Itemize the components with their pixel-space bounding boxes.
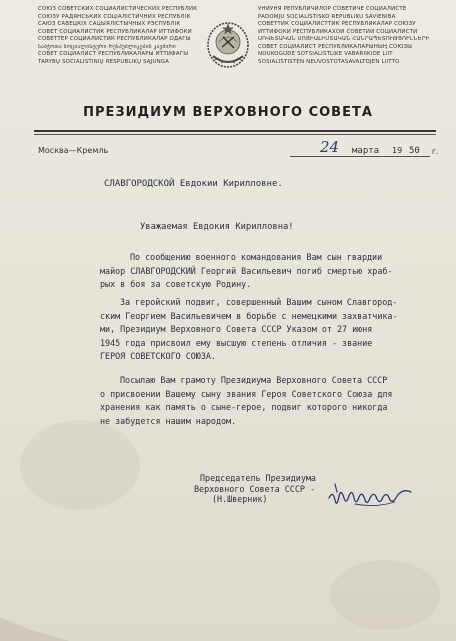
letterhead-line: УНИУНЯ РЕПУБЛИЧИЛОР СОВЕТИЧЕ СОЦИАЛИСТЕ: [258, 6, 407, 12]
paragraph-line: хранения как память о сыне-герое, подвиг которого никогда: [100, 402, 388, 412]
letterhead-title: ПРЕЗИДИУМ ВЕРХОВНОГО СОВЕТА: [83, 105, 373, 120]
paragraph-line: 1945 года присвоил ему высшую степень отличия - звание: [100, 337, 373, 348]
paragraph-certificate: [100, 374, 392, 428]
letterhead-line: ИТТИФОКИ РЕСПУБЛИКАХОИ СОВЕТИИ СОЦИАЛИСТИ: [258, 28, 418, 35]
paragraph-line: о присвоении Вашему сыну звания Героя Советского Союза для: [100, 388, 393, 399]
date-underline: [290, 156, 430, 157]
letterhead-line: СОВЕТ СОЦИАЛИСТ РЕСПУБЛИКАЛАРЫНЫҢ СОЮЗЫ: [258, 43, 413, 50]
letterhead-line: საბჭოთა სოციალისტური რესპუბლიკების კავშირი: [38, 43, 176, 50]
letterhead-line: PADOMJU SOCIĀLISTISKO REPUBLIKU SAVIENĪBA: [258, 13, 396, 20]
letterhead-right-names: [258, 6, 429, 66]
letterhead-left-names: [38, 6, 197, 66]
date-month: марта: [352, 146, 380, 156]
signatory-title: Председатель Президиума: [200, 473, 316, 483]
recipient-name: СЛАВГОРОДСКОЙ Евдокии Кирилловне.: [104, 179, 283, 189]
paragraph-line: За геройский подвиг, совершенный Вашим сыном Славгород-: [120, 297, 398, 307]
signatory-title: Верховного Совета СССР -: [194, 483, 316, 494]
letterhead-line: СОВЕТТЕР СОЦИАЛИСТИК РЕСПУБЛИКАЛАР ОДАГЫ: [38, 36, 191, 42]
paragraph-line: По сообщению военного командования Вам сын гвардии: [130, 252, 383, 262]
letterhead-line: SOSIALISTISTEN NEUVOSTOTASAVALTOJEN LIITTO: [258, 58, 400, 65]
signature-block: [194, 473, 316, 505]
letterhead-line: ՍՈՎԵՏԱԿԱՆ ՍՈՑԻԱԼԻՍՏԱԿԱՆ ՀԱՆՐԱՊԵՏՈՒԹՅՈՒՆՆԵՐԻ: [258, 36, 430, 42]
soviet-emblem-icon: [205, 20, 251, 70]
date-year-abbrev: г.: [432, 147, 439, 156]
paragraph-line: рых в боя за советскую Родину.: [100, 279, 252, 289]
date-day: 24: [320, 138, 340, 156]
letterhead-line: СОЮЗУ РАДЯНСЬКИХ СОЦІАЛІСТИЧНИХ РЕСПУБЛІК: [38, 13, 191, 20]
header-divider: [34, 130, 436, 132]
salutation: Уважаемая Евдокия Кирилловна!: [140, 222, 294, 232]
letterhead-line: САЮЗ САВЕЦКІХ САЦЫЯЛІСТЫЧНЫХ РЭСПУБЛІК: [38, 21, 181, 27]
paragraph-death-notice: [100, 251, 392, 292]
letterhead-line: СОВЕТ СОЦИАЛИСТИК РЕСПУБЛИКАЛАР ИТТИФОКИ: [38, 28, 192, 35]
paragraph-line: ским Георгием Васильевичем в борьбе с немецкими захватчика-: [100, 310, 398, 321]
paper-stain: [330, 560, 440, 630]
letterhead-line: СОВЕТ СОЦИАЛИСТ РЕСПУБЛИКАЛАРЫ ИТТИФАГЫ: [38, 51, 189, 57]
letterhead-line: СОЮЗ СОВЕТСКИХ СОЦИАЛИСТИЧЕСКИХ РЕСПУБЛИК: [38, 6, 198, 12]
letter-place: Москва—Кремль: [38, 146, 109, 155]
paragraph-line: Посылаю Вам грамоту Президиума Верховного Совета СССР: [120, 375, 388, 385]
signatory-name: (Н.Шверник): [212, 494, 268, 504]
paragraph-line: не забудется нашим народом.: [100, 415, 237, 426]
header-divider: [34, 134, 436, 135]
paragraph-line: ГЕРОЯ СОВЕТСКОГО СОЮЗА.: [100, 351, 216, 361]
paragraph-line: майор СЛАВГОРОДСКИЙ Георгий Васильевич погиб смертью храб-: [100, 265, 393, 276]
paragraph-line: ми, Президиум Верховного Совета СССР Указом от 27 июня: [100, 324, 373, 334]
letterhead-line: СОВЕТТИК СОЦИАЛИСТТИК РЕСПУБЛИКАЛАР СОЮЗУ: [258, 21, 416, 27]
date-year-suffix: 50: [409, 146, 420, 156]
date-year-prefix: 19: [392, 146, 403, 155]
paper-stain: [20, 420, 140, 510]
letterhead-line: TARYBŲ SOCIALISTINIŲ RESPUBLIKŲ SĄJUNGA: [38, 58, 170, 65]
letterhead-line: NÕUKOGUDE SOTSIALISTLIKE VABARIIKIDE LIIT: [258, 51, 393, 57]
paragraph-award: [100, 296, 398, 364]
handwritten-signature: [325, 478, 417, 514]
